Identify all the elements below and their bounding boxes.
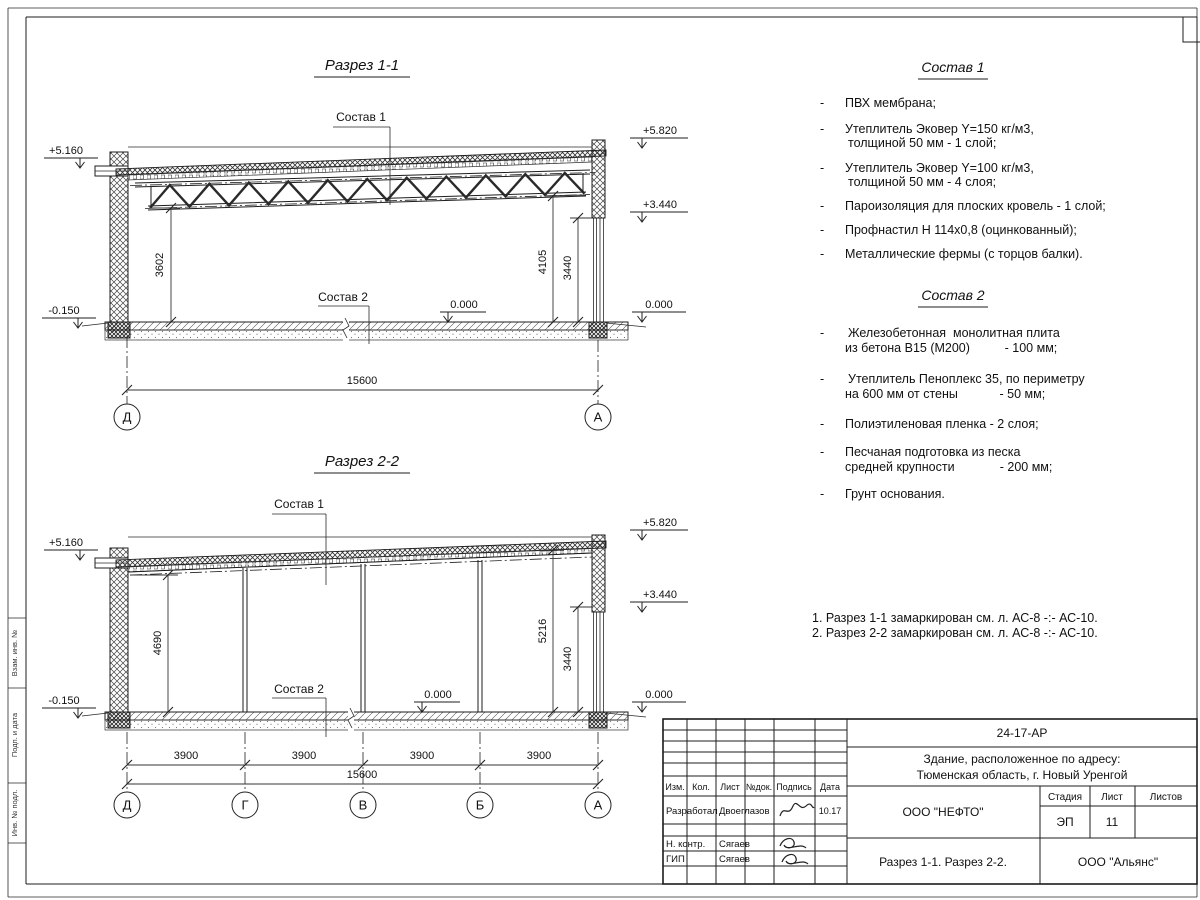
svg-text:+5.820: +5.820 [643,125,677,137]
stage-value: ЭП [1056,815,1074,829]
svg-text:Изм.: Изм. [665,782,685,792]
name-ncontrol: Сягаев [719,839,750,850]
svg-text:-: - [820,417,825,431]
svg-text:15600: 15600 [346,769,378,781]
svg-text:А: А [593,409,603,425]
svg-text:Д: Д [122,797,132,813]
svg-text:А: А [593,797,603,813]
svg-text:4690: 4690 [152,630,164,656]
floor [82,708,646,731]
svg-text:Г: Г [241,797,249,813]
company: ООО "НЕФТО" [902,805,984,819]
list-item: ПВХ мембрана; [845,96,936,110]
role-developer: Разработал [666,806,718,817]
floor [82,318,646,341]
role-ncontrol: Н. контр. [666,839,706,850]
list-item: Профнастил Н 114х0,8 (оцинкованный); [845,223,1077,237]
svg-text:3440: 3440 [562,255,574,281]
svg-text:3900: 3900 [173,750,199,762]
svg-text:4105: 4105 [537,249,549,275]
left-margin-strip [8,618,26,843]
svg-text:средней крупности: средней крупности - 200 мм; [845,460,1053,474]
sostav1-list [820,59,1106,261]
sostav2-title: Состав 2 [921,287,985,303]
svg-text:-: - [820,223,825,237]
svg-text:-: - [820,372,825,386]
leader-sostav1 [272,497,326,585]
svg-text:3440: 3440 [562,646,574,672]
svg-text:+5.160: +5.160 [49,145,83,157]
role-gip: ГИП [666,854,685,865]
notes [812,611,1098,640]
svg-text:-: - [820,161,825,175]
svg-text:В: В [358,797,368,813]
contractor: ООО "Альянс" [1077,855,1159,869]
svg-text:Дата: Дата [820,782,840,792]
svg-text:на 600 мм от стены: на 600 мм от стены - 50 мм; [845,387,1046,401]
list-item: Пароизоляция для плоских кровель - 1 слой; [845,199,1106,213]
leader-sostav1 [333,110,390,205]
strip-label: Инв. № подл. [10,789,19,837]
svg-text:0.000: 0.000 [450,299,478,311]
svg-text:3900: 3900 [409,750,435,762]
section-1-1-title: Разрез 1-1 [324,57,400,74]
svg-text:+5.160: +5.160 [49,537,83,549]
svg-text:Состав 1: Состав 1 [336,110,386,124]
bottom-dimension [114,732,611,818]
list-item: Железобетонная монолитная плита [848,326,1060,340]
sostav1-title: Состав 1 [921,59,985,75]
svg-text:-: - [820,326,825,340]
svg-text:Лист: Лист [720,782,740,792]
name-developer: Двоеглазов [719,806,770,817]
svg-text:Подпись: Подпись [776,782,812,792]
sostav2-list [820,287,1085,501]
svg-text:3900: 3900 [526,750,552,762]
svg-text:-: - [820,96,825,110]
strip-label: Подп. и дата [10,712,19,758]
svg-text:Стадия: Стадия [1047,792,1083,803]
svg-text:Состав 2: Состав 2 [318,290,368,304]
svg-text:-: - [820,199,825,213]
sheet-title: Разрез 1-1. Разрез 2-2. [879,855,1007,869]
svg-text:толщиной 50 мм - 1 слой;: толщиной 50 мм - 1 слой; [848,136,997,150]
list-item: Утеплитель Эковер Y=150 кг/м3, [845,122,1034,136]
footing-right [589,712,607,728]
note-line: 1. Разрез 1-1 замаркирован см. л. АС-8 -:- АС-10. [812,611,1098,625]
vertical-dimensions [150,191,592,327]
svg-text:0.000: 0.000 [424,689,452,701]
svg-text:-0.150: -0.150 [48,695,80,707]
footing-right [589,322,607,338]
bottom-dimension [114,336,611,430]
svg-text:0.000: 0.000 [645,689,673,701]
svg-text:Б: Б [475,797,485,813]
section-1-1 [42,57,688,430]
svg-text:+5.820: +5.820 [643,517,677,529]
strip-label: Взам. инв. № [10,629,19,677]
wall-left [95,548,128,712]
svg-text:Состав 1: Состав 1 [274,497,324,511]
svg-text:-: - [820,122,825,136]
svg-text:Кол.: Кол. [692,782,710,792]
list-item: Утеплитель Эковер Y=100 кг/м3, [845,161,1034,175]
svg-text:Листов: Листов [1149,792,1183,803]
svg-text:-: - [820,247,825,261]
svg-text:№док.: №док. [745,782,773,792]
wall-right [592,140,605,322]
wall-left [95,152,128,322]
svg-text:Лист: Лист [1101,792,1123,803]
svg-text:из бетона В15 (М200): из бетона В15 (М200) - 100 мм; [845,341,1058,355]
svg-text:3900: 3900 [291,750,317,762]
doc-number: 24-17-АР [996,726,1048,740]
svg-text:Д: Д [122,409,132,425]
footing-left [108,712,130,728]
svg-text:-0.150: -0.150 [48,305,80,317]
list-item: Полиэтиленовая пленка - 2 слоя; [845,417,1039,431]
list-item: Песчаная подготовка из песка [845,445,1021,459]
svg-text:5216: 5216 [537,618,549,644]
section-2-2 [42,453,688,818]
svg-text:-: - [820,445,825,459]
section-2-2-title: Разрез 2-2 [324,453,400,470]
svg-text:0.000: 0.000 [645,299,673,311]
object-address-line1: Здание, расположенное по адресу: [923,752,1121,766]
svg-text:Состав 2: Состав 2 [274,682,324,696]
wall-right [592,535,605,712]
svg-text:-: - [820,487,825,501]
note-line: 2. Разрез 2-2 замаркирован см. л. АС-8 -:- АС-10. [812,626,1098,640]
list-item: Грунт основания. [845,487,945,501]
list-item: Утеплитель Пеноплекс 35, по периметру [848,372,1085,386]
name-gip: Сягаев [719,854,750,865]
footing-left [108,322,130,338]
svg-text:15600: 15600 [346,375,378,387]
svg-text:+3.440: +3.440 [643,199,677,211]
title-block [663,719,1197,884]
list-item: Металлические фермы (с торцов балки). [845,247,1083,261]
svg-text:+3.440: +3.440 [643,589,677,601]
object-address-line2: Тюменская область, г. Новый Уренгой [916,768,1128,782]
svg-text:толщиной 50 мм - 4 слоя;: толщиной 50 мм - 4 слоя; [848,175,997,189]
date-developer: 10.17 [818,806,842,816]
sheet-value: 11 [1105,815,1119,829]
svg-text:3602: 3602 [154,252,166,278]
